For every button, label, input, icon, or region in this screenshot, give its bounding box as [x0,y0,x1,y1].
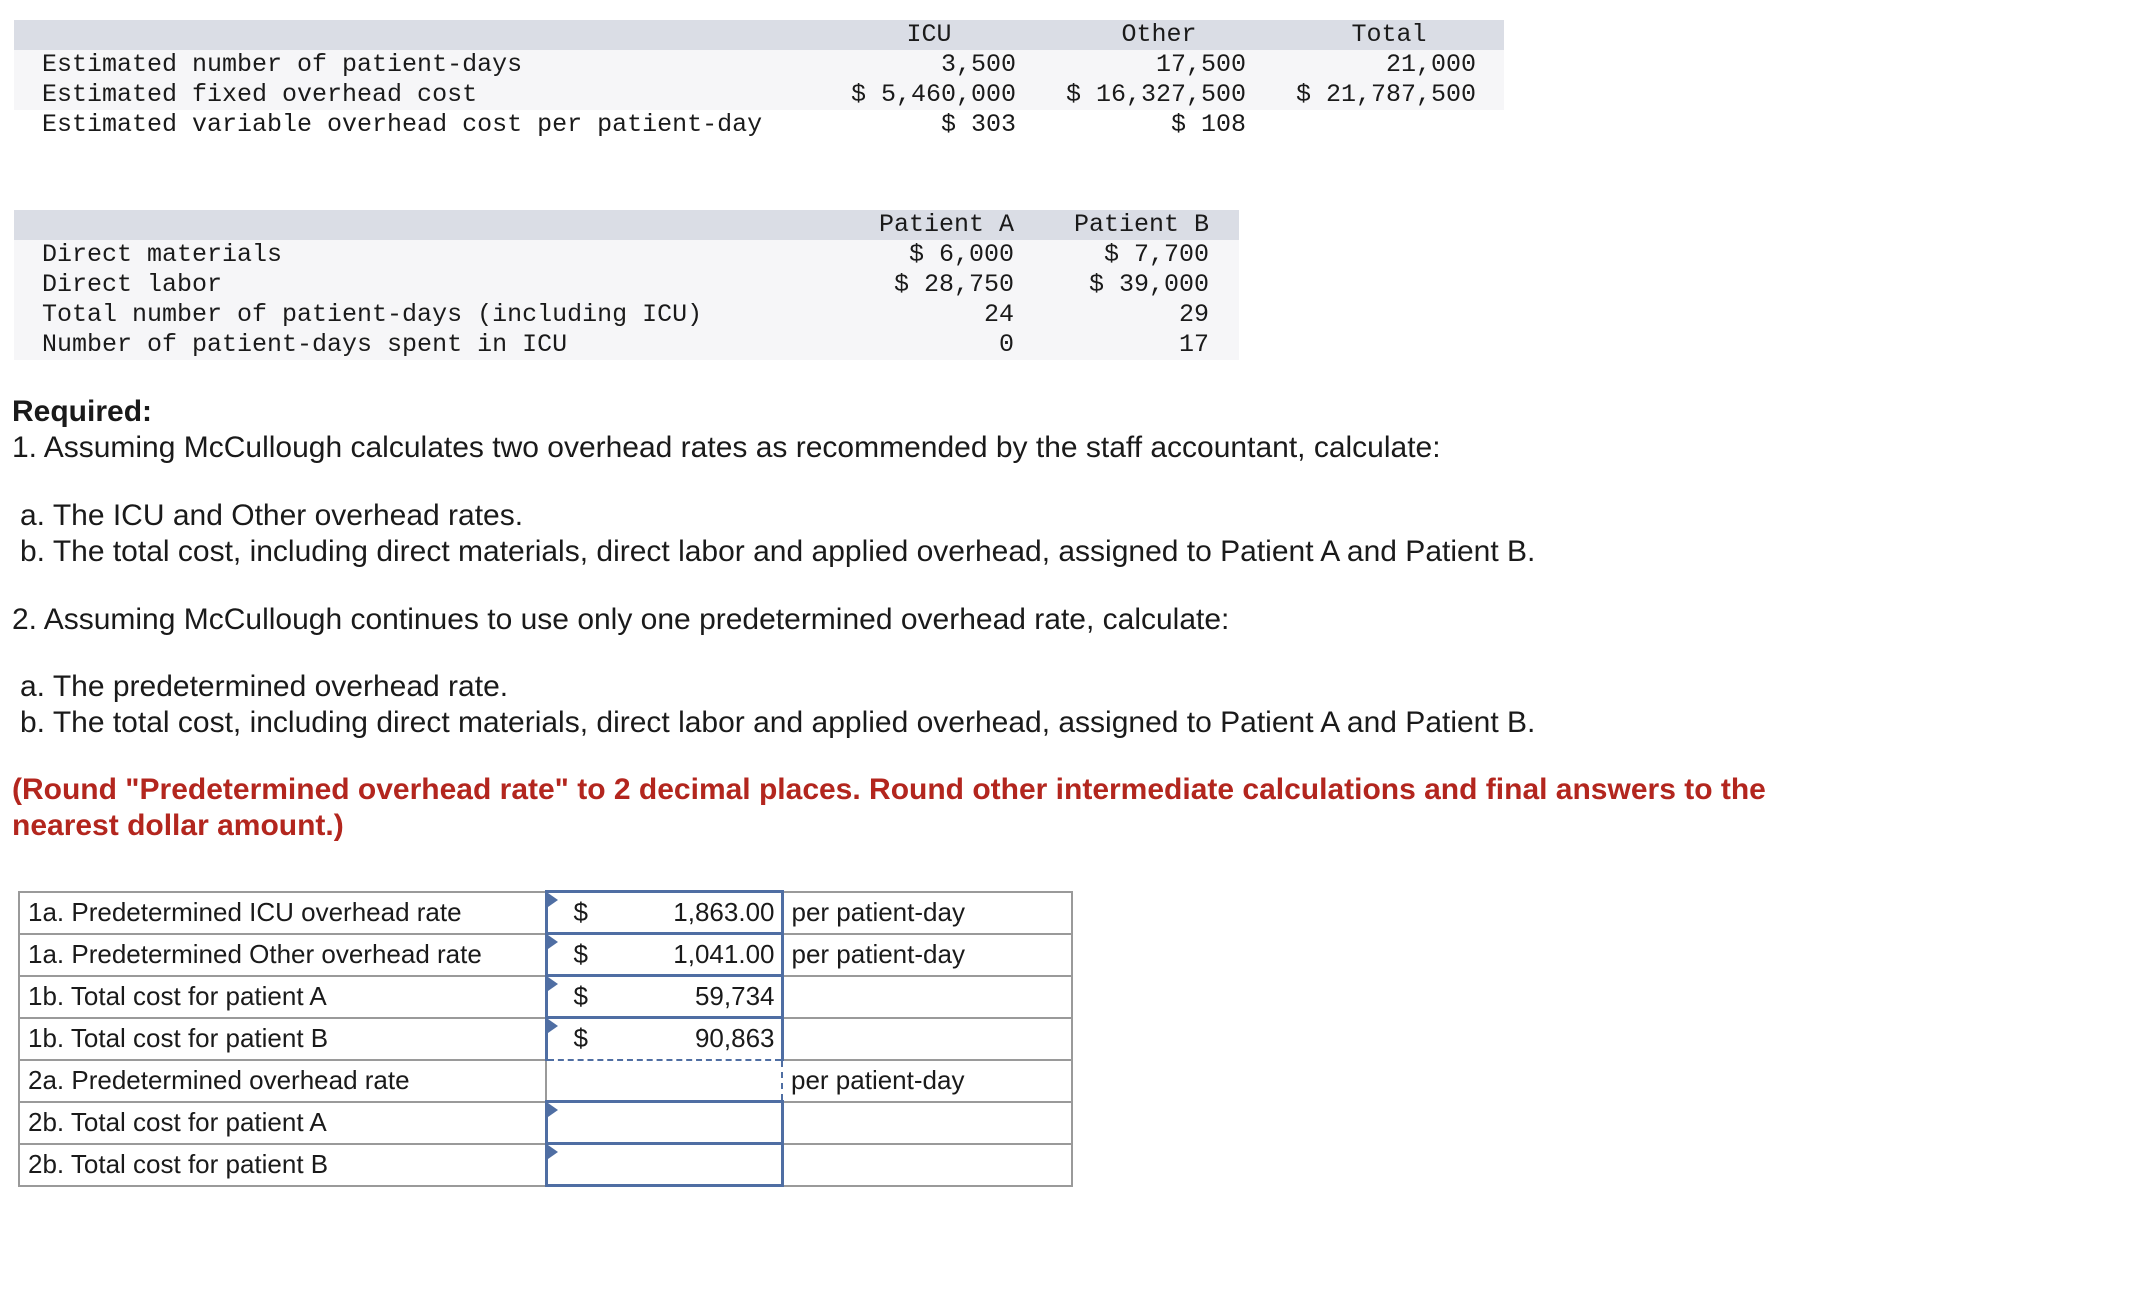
currency-symbol: $ [573,897,588,927]
patient-a-value: $ 6,000 [849,240,1044,270]
answer-unit: per patient-day [782,892,1072,934]
answer-input-cost-b[interactable] [546,1018,782,1060]
answer-input-icu-rate[interactable] [546,892,782,934]
rounding-note-line-1: (Round "Predetermined overhead rate" to 2 decimal places. Round other intermediate calculations and final answers to the [12,773,1766,806]
patient-b-header: Patient B [1044,210,1239,240]
patient-b-value: $ 7,700 [1044,240,1239,270]
question-2: 2. Assuming McCullough continues to use only one predetermined overhead rate, calculate: [12,603,1230,636]
answer-input-cost-a[interactable] [546,976,782,1018]
answer-unit [782,976,1072,1018]
total-header: Total [1274,20,1504,50]
table-row [14,80,1504,110]
table-row [14,110,1504,140]
patient-a-value: $ 28,750 [849,270,1044,300]
answer-input-single-cost-b[interactable] [546,1144,782,1186]
patient-costs-table [14,210,1239,360]
icu-value: $ 303 [940,110,1016,139]
rounding-note-line-2: nearest dollar amount.) [12,809,344,842]
row-label: Total number of patient-days (including ICU) [14,300,849,330]
icu-value: $ 5,460,000 [814,80,1044,110]
patient-table-header [14,210,1239,240]
answer-row [19,934,1072,976]
answer-label: 2a. Predetermined overhead rate [19,1060,546,1102]
currency-symbol: $ [573,981,588,1011]
flag-marker-icon [548,977,558,991]
table-row [14,330,1239,360]
other-value: 17,500 [1044,50,1274,80]
answer-label: 1b. Total cost for patient A [19,976,546,1018]
answer-value[interactable]: 59,734 [694,981,775,1011]
total-value [1274,110,1504,140]
patient-b-value: 17 [1044,330,1239,360]
required-heading: Required: [12,395,153,428]
answer-input-other-rate[interactable] [546,934,782,976]
patient-a-value: 24 [849,300,1044,330]
other-header: Other [1044,20,1274,50]
row-label: Estimated variable overhead cost per patient-day [42,110,763,139]
question-1: 1. Assuming McCullough calculates two overhead rates as recommended by the staff accountant, calculate: [12,431,1441,464]
other-value: $ 16,327,500 [1044,80,1274,110]
overhead-table-header [14,20,1504,50]
currency-symbol: $ [573,1023,588,1054]
table-row [14,50,1504,80]
answer-input-single-rate[interactable] [546,1060,782,1102]
row-label: Number of patient-days spent in ICU [14,330,849,360]
question-2b: b. The total cost, including direct materials, direct labor and applied overhead, assigned to Patient A and Patient B. [20,706,1536,739]
icu-value: 3,500 [814,50,1044,80]
currency-symbol: $ [573,939,588,969]
row-label: Direct materials [14,240,849,270]
row-label: Estimated number of patient-days [14,50,814,80]
flag-marker-icon [548,1103,558,1117]
icu-header: ICU [814,20,1044,50]
answer-unit: per patient-day [782,1060,1072,1102]
answer-row [19,1018,1072,1060]
answer-value[interactable]: 1,041.00 [673,939,775,969]
total-value: $ 21,787,500 [1274,80,1504,110]
question-1a: a. The ICU and Other overhead rates. [20,499,524,532]
flag-marker-icon [548,1019,558,1033]
overhead-estimates-table [14,20,1504,140]
answer-label: 2b. Total cost for patient B [19,1144,546,1186]
answer-label: 1a. Predetermined Other overhead rate [19,934,546,976]
flag-marker-icon [548,1145,558,1159]
flag-marker-icon [548,935,558,949]
question-2a: a. The predetermined overhead rate. [20,670,509,703]
answer-input-single-cost-a[interactable] [546,1102,782,1144]
question-1b: b. The total cost, including direct materials, direct labor and applied overhead, assigned to Patient A and Patient B. [20,535,1536,568]
answer-row [19,976,1072,1018]
patient-a-header: Patient A [849,210,1044,240]
total-value: 21,000 [1274,50,1504,80]
row-label: Direct labor [14,270,849,300]
patient-a-value: 0 [849,330,1044,360]
answer-value[interactable]: 90,863 [694,1023,775,1054]
table-row [14,240,1239,270]
answer-unit: per patient-day [782,934,1072,976]
answer-unit [782,1102,1072,1144]
other-value: $ 108 [1170,110,1246,139]
answer-label: 2b. Total cost for patient A [19,1102,546,1144]
answer-unit [782,1018,1072,1060]
answer-row [19,1060,1072,1102]
answer-label: 1b. Total cost for patient B [19,1018,546,1060]
answer-row [19,892,1072,934]
row-label: Estimated fixed overhead cost [14,80,814,110]
answer-value[interactable]: 1,863.00 [673,897,775,927]
table-row [14,270,1239,300]
answer-row [19,1144,1072,1186]
answer-table [18,890,1073,1187]
answer-row [19,1102,1072,1144]
patient-b-value: $ 39,000 [1044,270,1239,300]
answer-unit [782,1144,1072,1186]
answer-label: 1a. Predetermined ICU overhead rate [19,892,546,934]
patient-b-value: 29 [1044,300,1239,330]
flag-marker-icon [548,893,558,907]
table-row [14,300,1239,330]
